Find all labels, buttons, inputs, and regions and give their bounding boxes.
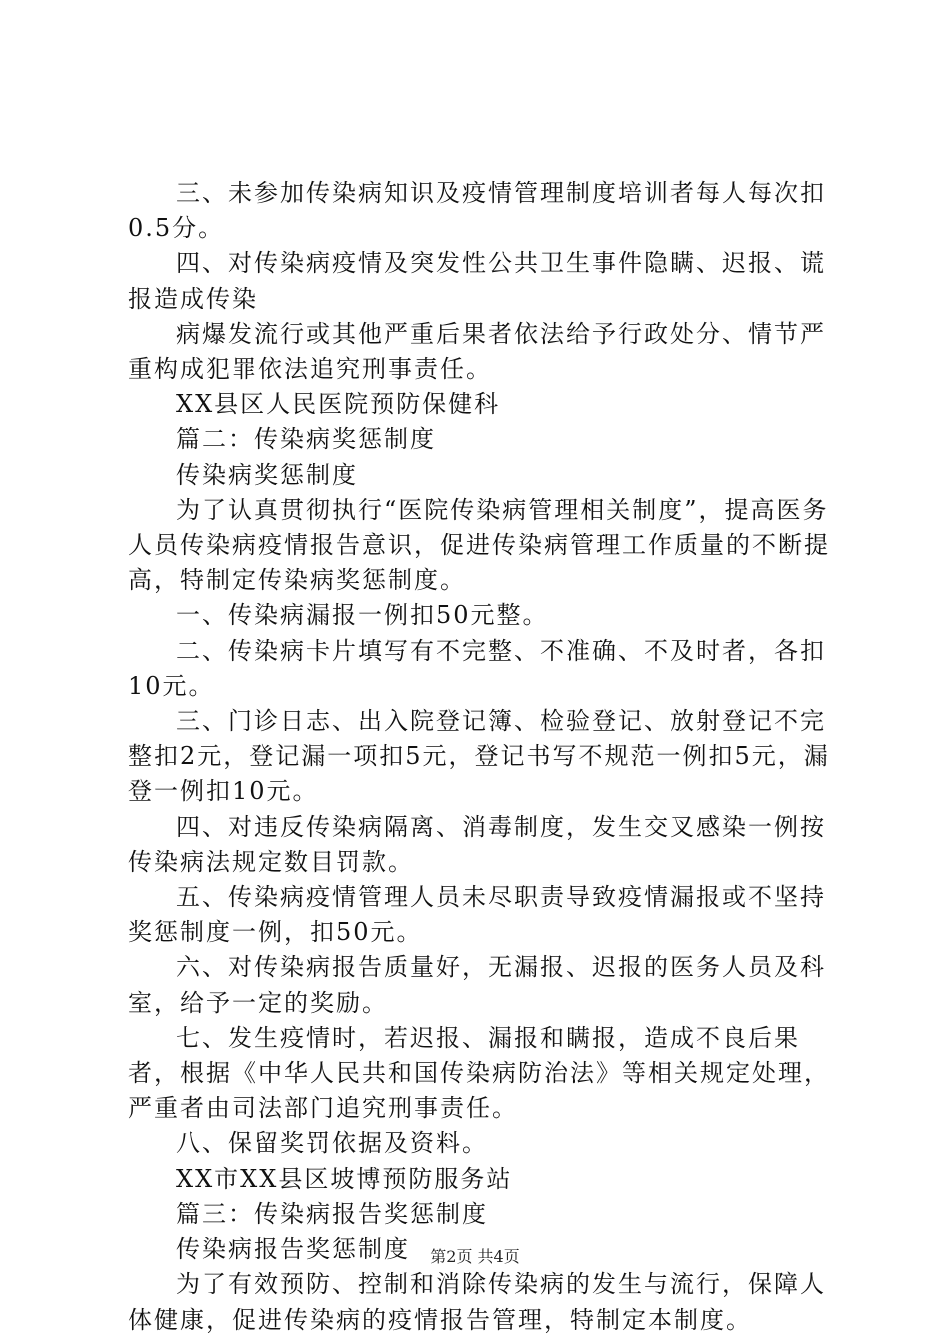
paragraph: 七、发生疫情时，若迟报、漏报和瞒报，造成不良后果者，根据《中华人民共和国传染病防治法》等相关规定处理，严重者由司法部门追究刑事责任。 — [128, 1023, 830, 1123]
paragraph: 五、传染病疫情管理人员未尽职责导致疫情漏报或不坚持奖惩制度一例，扣50元。 — [128, 883, 826, 947]
paragraph: 三、未参加传染病知识及疫情管理制度培训者每人每次扣0.5分。 — [128, 179, 826, 243]
paragraph: 八、保留奖罚依据及资料。 — [176, 1129, 488, 1158]
paragraph: 三、门诊日志、出入院登记簿、检验登记、放射登记不完整扣2元，登记漏一项扣5元，登记书写不规范一例扣5元，漏登一例扣10元。 — [128, 707, 830, 806]
section-title: 传染病报告奖惩制度 — [176, 1235, 410, 1264]
section-heading: 篇三：传染病报告奖惩制度 — [176, 1199, 488, 1228]
department-signature: XX县区人民医院预防保健科 — [176, 390, 501, 419]
paragraph: 一、传染病漏报一例扣50元整。 — [176, 601, 549, 630]
paragraph: 病爆发流行或其他严重后果者依法给予行政处分、情节严重构成犯罪依法追究刑事责任。 — [128, 319, 826, 384]
paragraph: 六、对传染病报告质量好，无漏报、迟报的医务人员及科室，给予一定的奖励。 — [128, 953, 826, 1017]
document-body — [128, 176, 836, 1338]
paragraph: 四、对违反传染病隔离、消毒制度，发生交叉感染一例按传染病法规定数目罚款。 — [128, 812, 826, 876]
organization-signature: XX市XX县区坡博预防服务站 — [176, 1164, 513, 1193]
section-heading: 篇二：传染病奖惩制度 — [176, 425, 436, 454]
page-number: 第2页 共4页 — [430, 1247, 520, 1266]
paragraph: 为了认真贯彻执行“医院传染病管理相关制度”，提高医务人员传染病疫情报告意识，促进传染病管理工作质量的不断提高，特制定传染病奖惩制度。 — [128, 495, 830, 595]
paragraph: 二、传染病卡片填写有不完整、不准确、不及时者，各扣10元。 — [128, 636, 826, 700]
paragraph: 四、对传染病疫情及突发性公共卫生事件隐瞒、迟报、谎报造成传染 — [128, 249, 826, 313]
section-title: 传染病奖惩制度 — [176, 460, 358, 489]
paragraph: 为了有效预防、控制和消除传染病的发生与流行，保障人体健康，促进传染病的疫情报告管理，特制定本制度。 — [128, 1270, 826, 1334]
page-footer — [0, 1244, 950, 1267]
